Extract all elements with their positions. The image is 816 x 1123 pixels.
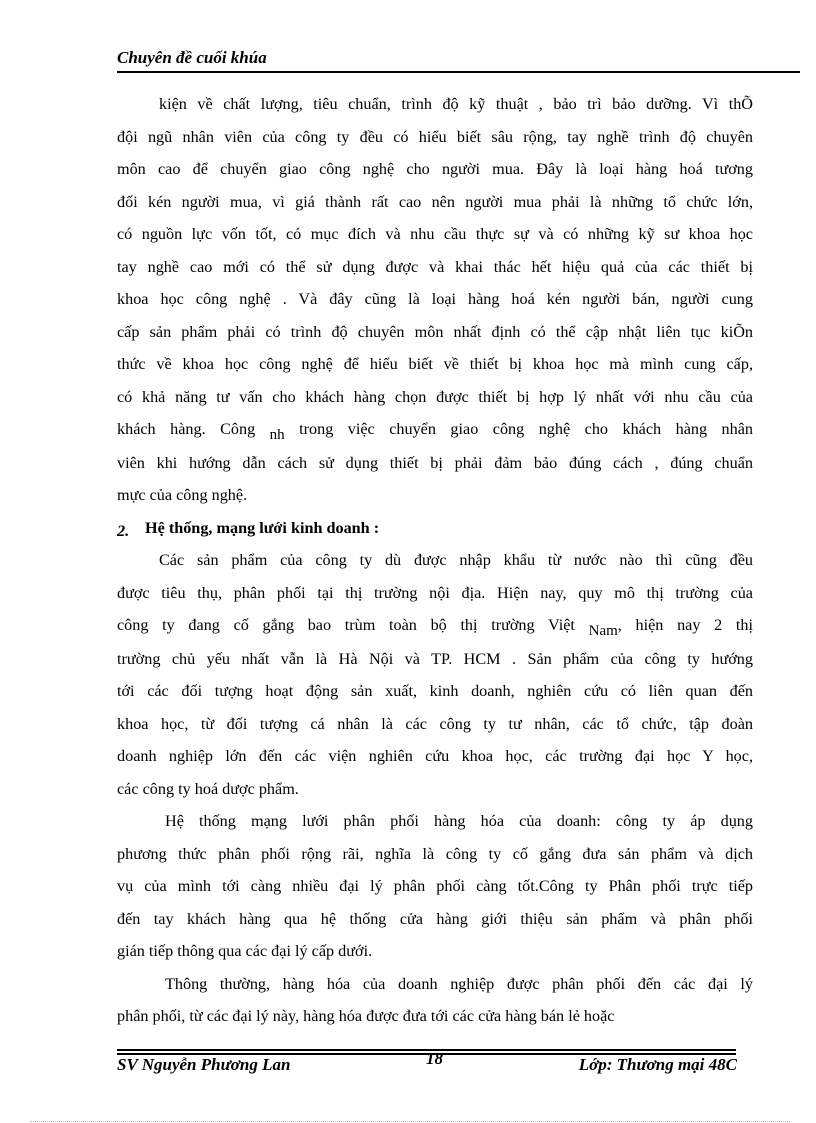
page-footer [117, 1049, 737, 1077]
text-line: Hệ thống mạng lưới phân phối hàng hóa của doanh: công ty áp dụng [165, 812, 753, 830]
text-line: tới các đối tượng hoạt động sản xuất, kinh doanh, nghiên cứu có liên quan đến [117, 682, 753, 700]
text-line: khoa học công nghệ . Và đây cũng là loại hàng hoá kén người bán, người cung [117, 290, 753, 308]
text-line: khoa học, từ đối tượng cá nhân là các công ty tư nhân, các tổ chức, tập đoàn [117, 714, 753, 733]
text-line [117, 609, 753, 643]
section-heading [117, 512, 753, 545]
text-line: kiện về chất lượng, tiêu chuẩn, trình độ kỹ thuật , bảo trì bảo dưỡng. Vì thÕ [159, 95, 753, 113]
text-line: có nguồn lực vốn tốt, có mục đích và nhu cầu thực sự và có những kỹ sư khoa học [117, 225, 753, 243]
text-line: tay nghề cao mới có thể sử dụng được và khai thác hết hiệu quả của các thiết bị [117, 257, 753, 276]
text-line: trường chủ yếu nhất vẫn là Hà Nội và TP. HCM . Sản phẩm của công ty hướng [117, 649, 753, 668]
text-line: gián tiếp thông qua các đại lý cấp dưới. [117, 942, 373, 960]
page-number: 18 [426, 1049, 443, 1068]
text-line: thức về khoa học công nghệ để hiểu biết về thiết bị khoa học mà mình cung cấp, [117, 355, 753, 373]
text-line: Các sản phẩm của công ty dù được nhập khẩu từ nước nào thì cũng đều [159, 551, 753, 569]
page-bottom-divider [30, 1121, 790, 1122]
misplaced-fragment: Nam [588, 623, 618, 639]
text-line: Thông thường, hàng hóa của doanh nghiệp được phân phối đến các đại lý [165, 974, 753, 993]
text-line: phương thức phân phối rộng rãi, nghĩa là công ty cố gắng đưa sản phẩm và dịch [117, 844, 753, 863]
text-line: có khả năng tư vấn cho khách hàng chọn được thiết bị hợp lý nhất với nhu cầu của [117, 387, 753, 406]
text-line: được tiêu thụ, phân phối tại thị trường nội địa. Hiện nay, quy mô thị trường của [117, 583, 753, 602]
section-number: 2. [117, 521, 130, 540]
text-line: đến tay khách hàng qua hệ thống cửa hàng giới thiệu sản phẩm và phân phối [117, 909, 753, 928]
header-title: Chuyên đề cuối khúa [117, 48, 267, 67]
text-fragment: , hiện nay 2 thị [617, 616, 753, 634]
section-title: Hệ thống, mạng lưới kinh doanh : [145, 518, 380, 537]
text-line: đội ngũ nhân viên của công ty đều có hiểu biết sâu rộng, tay nghề trình độ chuyên [117, 127, 753, 146]
text-line: mực của công nghệ. [117, 486, 248, 504]
text-fragment: công ty đang cố gắng bao trùm toàn bộ thị trường Việt [117, 616, 575, 634]
footer-author: SV Nguyễn Phương Lan [117, 1055, 291, 1074]
text-line: viên khi hướng dẫn cách sử dụng thiết bị phải đảm bảo đúng cách , đúng chuẩn [117, 453, 753, 472]
misplaced-fragment: nh [269, 427, 285, 443]
header-rule [117, 71, 800, 73]
text-line: cấp sản phẩm phải có trình độ chuyên môn nhất định có thể cập nhật liên tục kiÕn [117, 322, 753, 341]
text-line: vụ của mình tới càng nhiều đại lý phân phối càng tốt.Công ty Phân phối trực tiếp [117, 877, 753, 895]
page-header [117, 46, 799, 70]
footer-class: Lớp: Thương mại 48C [578, 1055, 737, 1074]
text-line: đối kén người mua, vì giá thành rất cao nên người mua phải là những tổ chức lớn, [117, 192, 753, 211]
text-line: doanh nghiệp lớn đến các viện nghiên cứu khoa học, các trường đại học Y học, [117, 747, 753, 765]
text-line: phân phối, từ các đại lý này, hàng hóa được đưa tới các cửa hàng bán lẻ hoặc [117, 1007, 615, 1025]
text-fragment: trong việc chuyển giao công nghệ cho khách hàng nhân [284, 420, 754, 438]
text-fragment: khách hàng. Công [117, 420, 256, 438]
document-body [117, 88, 753, 1033]
text-line: môn cao để chuyển giao công nghệ cho người mua. Đây là loại hàng hoá tương [117, 160, 753, 178]
text-line [117, 413, 753, 447]
text-line: các công ty hoá dược phẩm. [117, 779, 299, 798]
